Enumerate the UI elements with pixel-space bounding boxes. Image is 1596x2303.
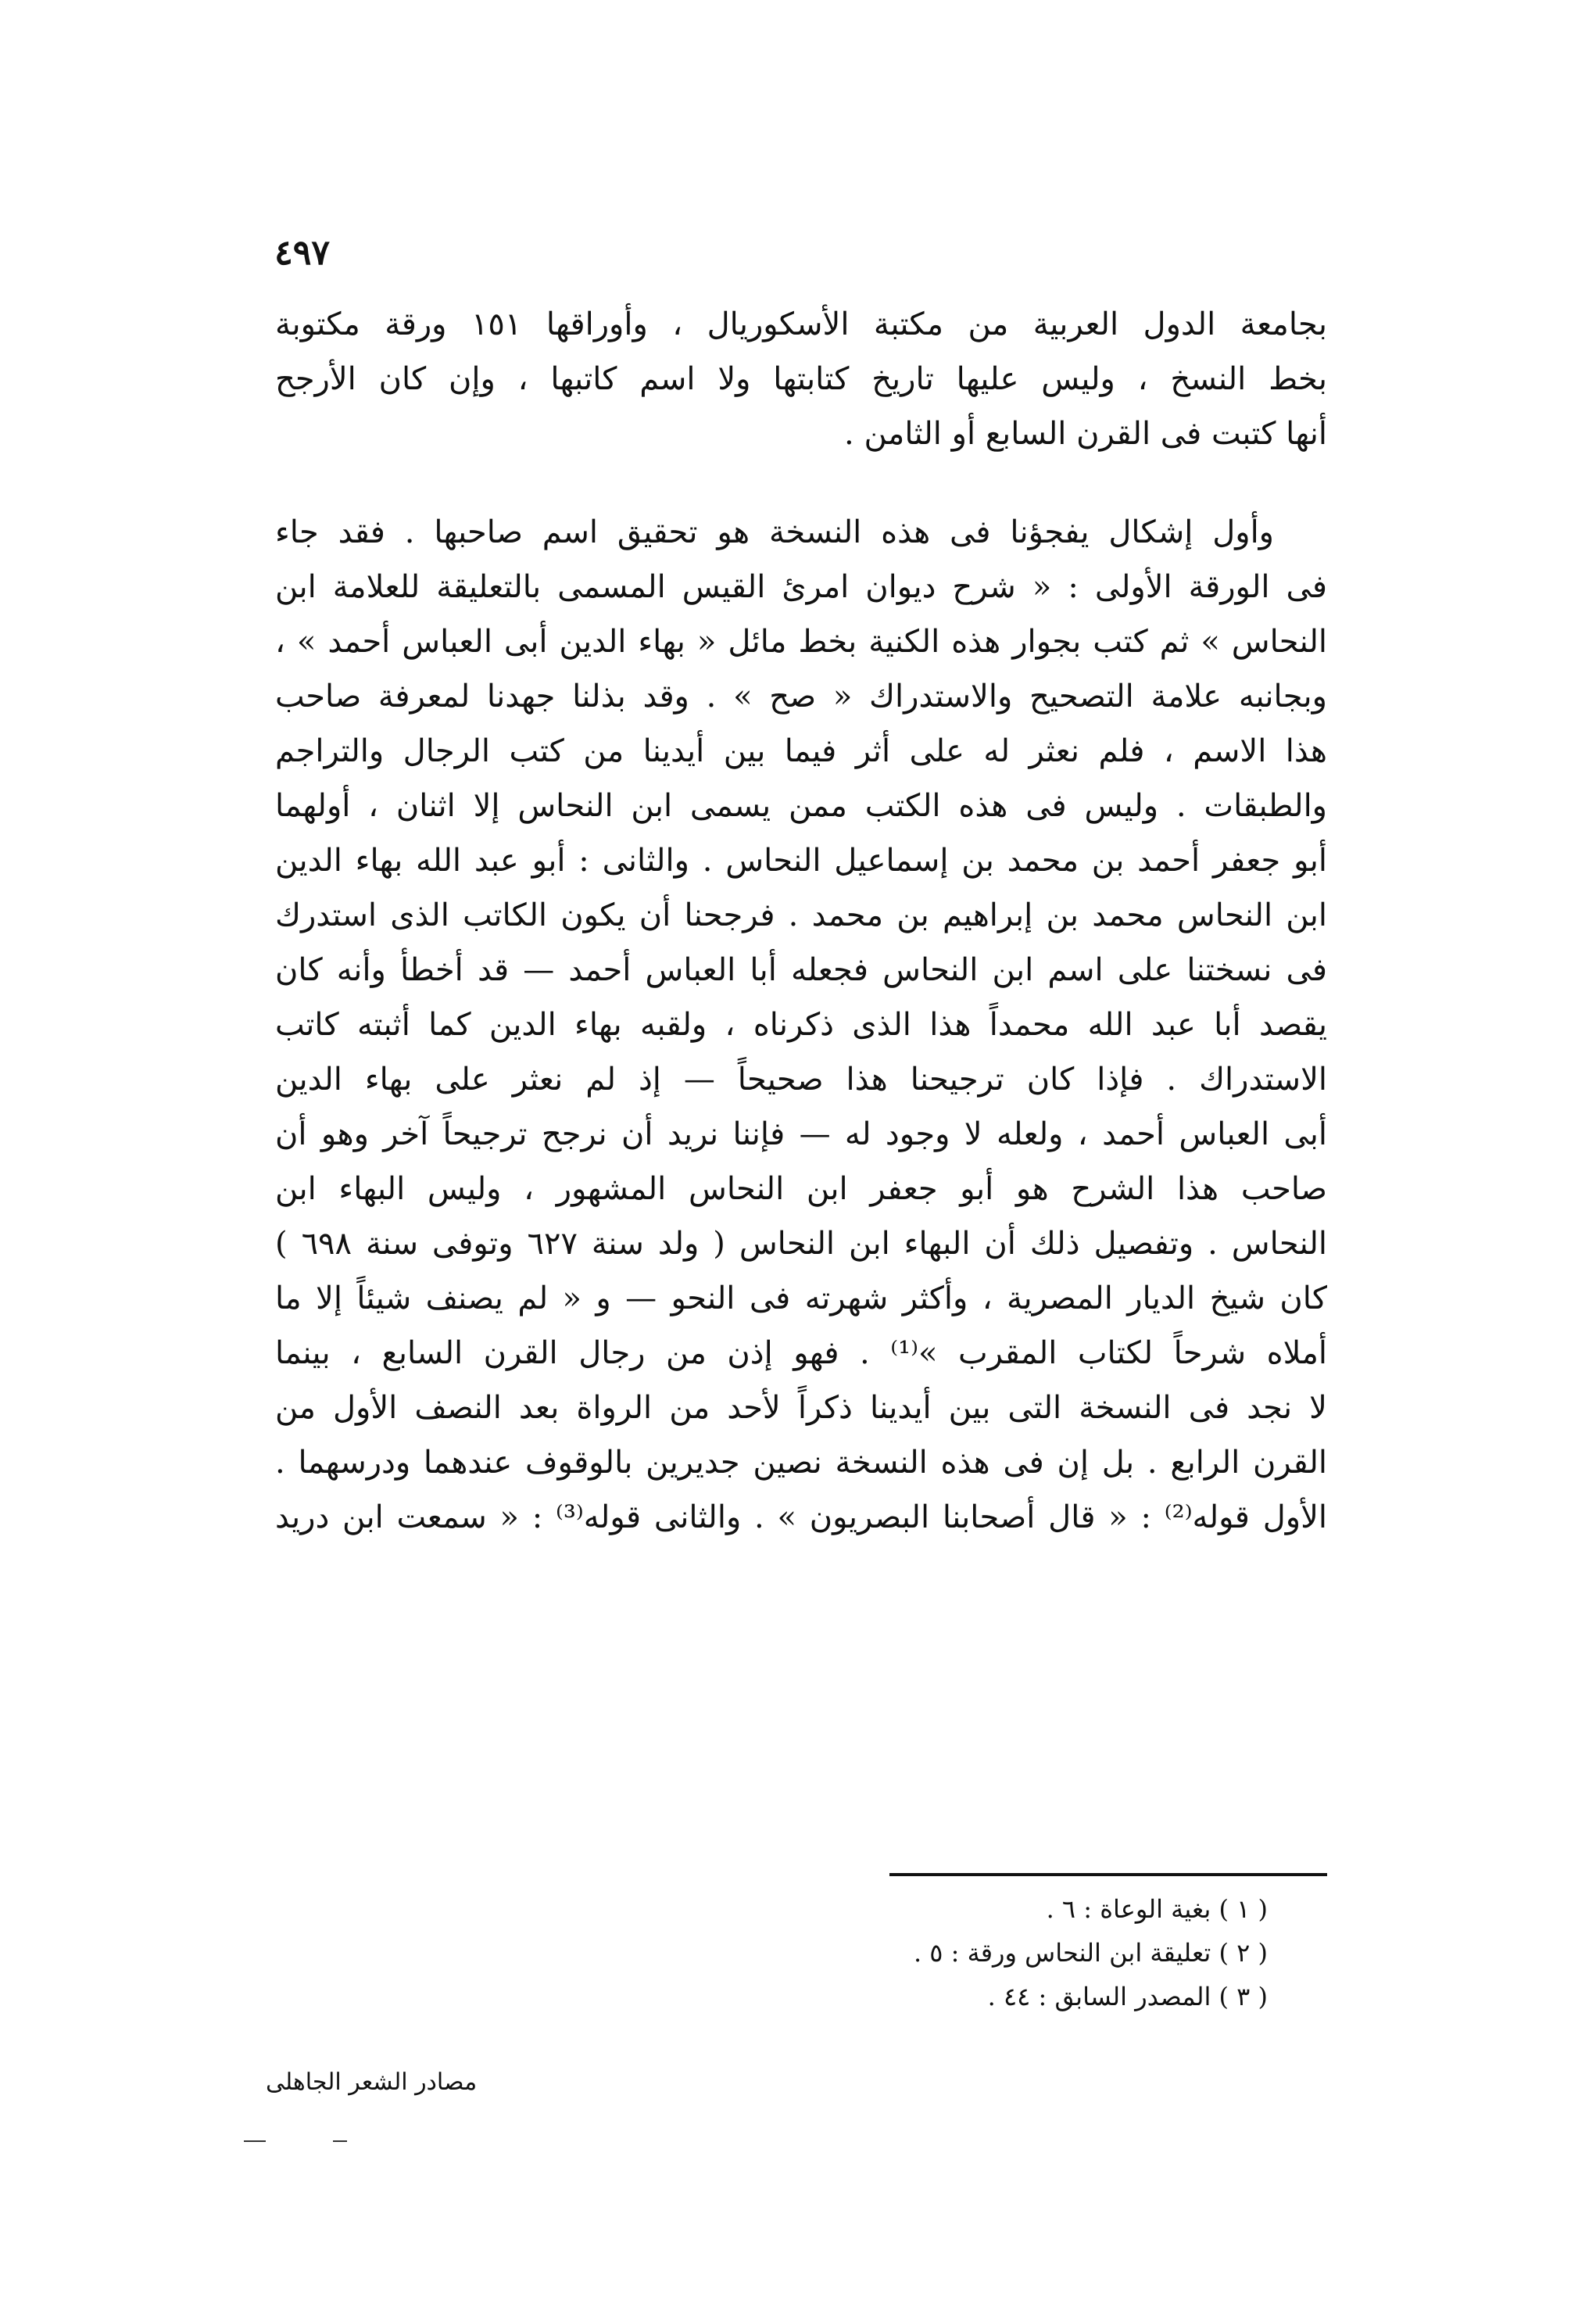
page-number: ٤٩٧: [274, 233, 330, 273]
footnote-3: ( ٣ ) المصدر السابق : ٤٤ .: [987, 1982, 1268, 2011]
text-line: أبى العباس أحمد ، ولعله لا وجود له — فإننا نريد أن نرجح ترجيحاً آخر وهو أن: [275, 1116, 1327, 1152]
text-line: الأول قوله⁽²⁾ : « قال أصحابنا البصريون » . والثانى قوله⁽³⁾ : « سمعت ابن دريد: [275, 1499, 1327, 1535]
text-line: لا نجد فى النسخة التى بين أيدينا ذكراً لأحد من الرواة بعد النصف الأول من: [275, 1390, 1327, 1426]
text-line: بخط النسخ ، وليس عليها تاريخ كتابتها ولا اسم كاتبها ، وإن كان الأرجح: [275, 361, 1327, 397]
footnote-2: ( ٢ ) تعليقة ابن النحاس ورقة : ٥ .: [913, 1938, 1268, 1968]
text-line: هذا الاسم ، فلم نعثر له على أثر فيما بين أيدينا من كتب الرجال والتراجم: [275, 733, 1327, 769]
text-line: فى الورقة الأولى : « شرح ديوان امرئ القيس المسمى بالتعليقة للعلامة ابن: [275, 569, 1327, 605]
text-line: كان شيخ الديار المصرية ، وأكثر شهرته فى النحو — و « لم يصنف شيئاً إلا ما: [275, 1280, 1327, 1316]
text-line: يقصد أبا عبد الله محمداً هذا الذى ذكرناه ، ولقبه بهاء الدين كما أثبته كاتب: [275, 1007, 1327, 1043]
footnote-separator: [889, 1873, 1327, 1876]
text-line: أملاه شرحاً لكتاب المقرب »⁽¹⁾ . فهو إذن من رجال القرن السابع ، بينما: [275, 1335, 1327, 1371]
text-line: وأول إشكال يفجؤنا فى هذه النسخة هو تحقيق اسم صاحبها . فقد جاء: [275, 514, 1274, 550]
text-line: القرن الرابع . بل إن فى هذه النسخة نصين جديرين بالوقوف عندهما ودرسهما .: [275, 1445, 1327, 1481]
paragraph-gap: [275, 461, 1327, 505]
running-footer: مصادر الشعر الجاهلى: [266, 2068, 478, 2096]
text-line: والطبقات . وليس فى هذه الكتب ممن يسمى ابن النحاس إلا اثنان ، أولهما: [275, 788, 1327, 824]
text-line: فى نسختنا على اسم ابن النحاس فجعله أبا العباس أحمد — قد أخطأ وأنه كان: [275, 952, 1327, 988]
text-line: النحاس . وتفصيل ذلك أن البهاء ابن النحاس ( ولد سنة ٦٢٧ وتوفى سنة ٦٩٨ ): [275, 1226, 1327, 1262]
body-text: [275, 297, 1327, 1545]
text-line: أنها كتبت فى القرن السابع أو الثامن .: [844, 416, 1327, 452]
text-line: النحاس » ثم كتب بجوار هذه الكنية بخط مائل « بهاء الدين أبى العباس أحمد » ،: [275, 624, 1327, 660]
text-line: بجامعة الدول العربية من مكتبة الأسكوريال ، وأوراقها ١٥١ ورقة مكتوبة: [275, 306, 1327, 342]
text-line: وبجانبه علامة التصحيح والاستدراك « صح » . وقد بذلنا جهدنا لمعرفة صاحب: [275, 679, 1327, 715]
text-line: الاستدراك . فإذا كان ترجيحنا هذا صحيحاً — إذ لم نعثر على بهاء الدين: [275, 1062, 1327, 1098]
text-line: ابن النحاس محمد بن إبراهيم بن محمد . فرجحنا أن يكون الكاتب الذى استدرك: [275, 897, 1327, 933]
scan-mark: [244, 2140, 266, 2142]
text-line: صاحب هذا الشرح هو أبو جعفر ابن النحاس المشهور ، وليس البهاء ابن: [275, 1171, 1327, 1207]
scan-mark: [333, 2140, 347, 2142]
paragraph-1: [275, 297, 1327, 461]
paragraph-2: [275, 505, 1327, 1545]
footnote-1: ( ١ ) بغية الوعاة : ٦ .: [1046, 1894, 1268, 1924]
text-line: أبو جعفر أحمد بن محمد بن إسماعيل النحاس . والثانى : أبو عبد الله بهاء الدين: [275, 843, 1327, 879]
footnotes: [642, 1887, 1268, 2018]
